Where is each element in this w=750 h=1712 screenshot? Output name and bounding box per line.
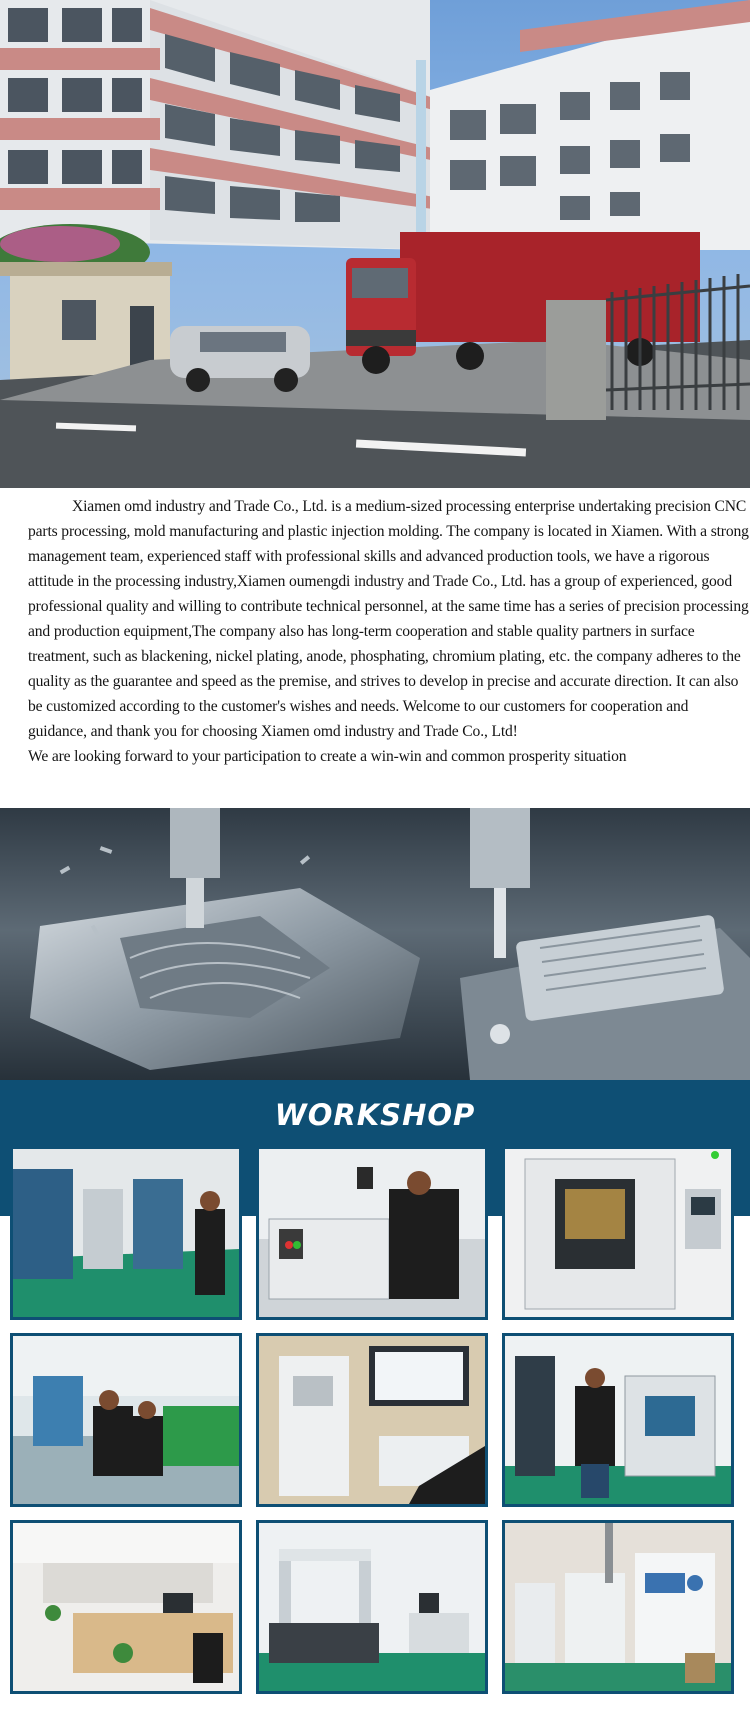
laser-marking-photo <box>256 1333 488 1507</box>
cnc-machining-photo <box>0 808 750 1080</box>
factory-exterior-photo <box>0 0 750 488</box>
lathe-operator-photo <box>256 1146 488 1320</box>
office-area-photo <box>10 1520 242 1694</box>
workshop-title: WORKSHOP <box>274 1098 476 1132</box>
cmm-inspection-room-photo <box>256 1520 488 1694</box>
company-introduction <box>28 494 750 769</box>
milling-machine-operator-photo <box>502 1333 734 1507</box>
intro-closing-line: We are looking forward to your participation to create a win-win and common prosperity situation <box>28 748 627 765</box>
workshop-section <box>0 1080 750 1712</box>
intro-paragraph: Xiamen omd industry and Trade Co., Ltd. is a medium-sized processing enterprise undertaking precision CNC parts processing, mold manufacturing and plastic injection molding. The company is located in Xiamen. With a strong management team, experienced staff with professional skills and advanced production tools, we have a rigorous attitude in the processing industry,Xiamen oumengdi industry and Trade Co., Ltd. has a group of experienced, good professional quality and willing to contribute technical personnel, at the same time has a series of precision processing and production equipment,The company also has long-term cooperation and stable quality partners in surface treatment, such as blackening, nickel plating, anode, phosphating, chromium plating, etc. the company adheres to the quality as the guarantee and speed as the premise, and strives to develop in precise and accurate direction. It can also be customized according to the customer's wishes and needs. Welcome to our customers for cooperation and guidance, and thank you for choosing Xiamen omd industry and Trade Co., Ltd! <box>28 498 749 740</box>
cnc-machine-center-photo <box>502 1146 734 1320</box>
workshop-cnc-floor-photo <box>10 1146 242 1320</box>
assembly-workstation-photo <box>10 1333 242 1507</box>
injection-molding-line-photo <box>502 1520 734 1694</box>
